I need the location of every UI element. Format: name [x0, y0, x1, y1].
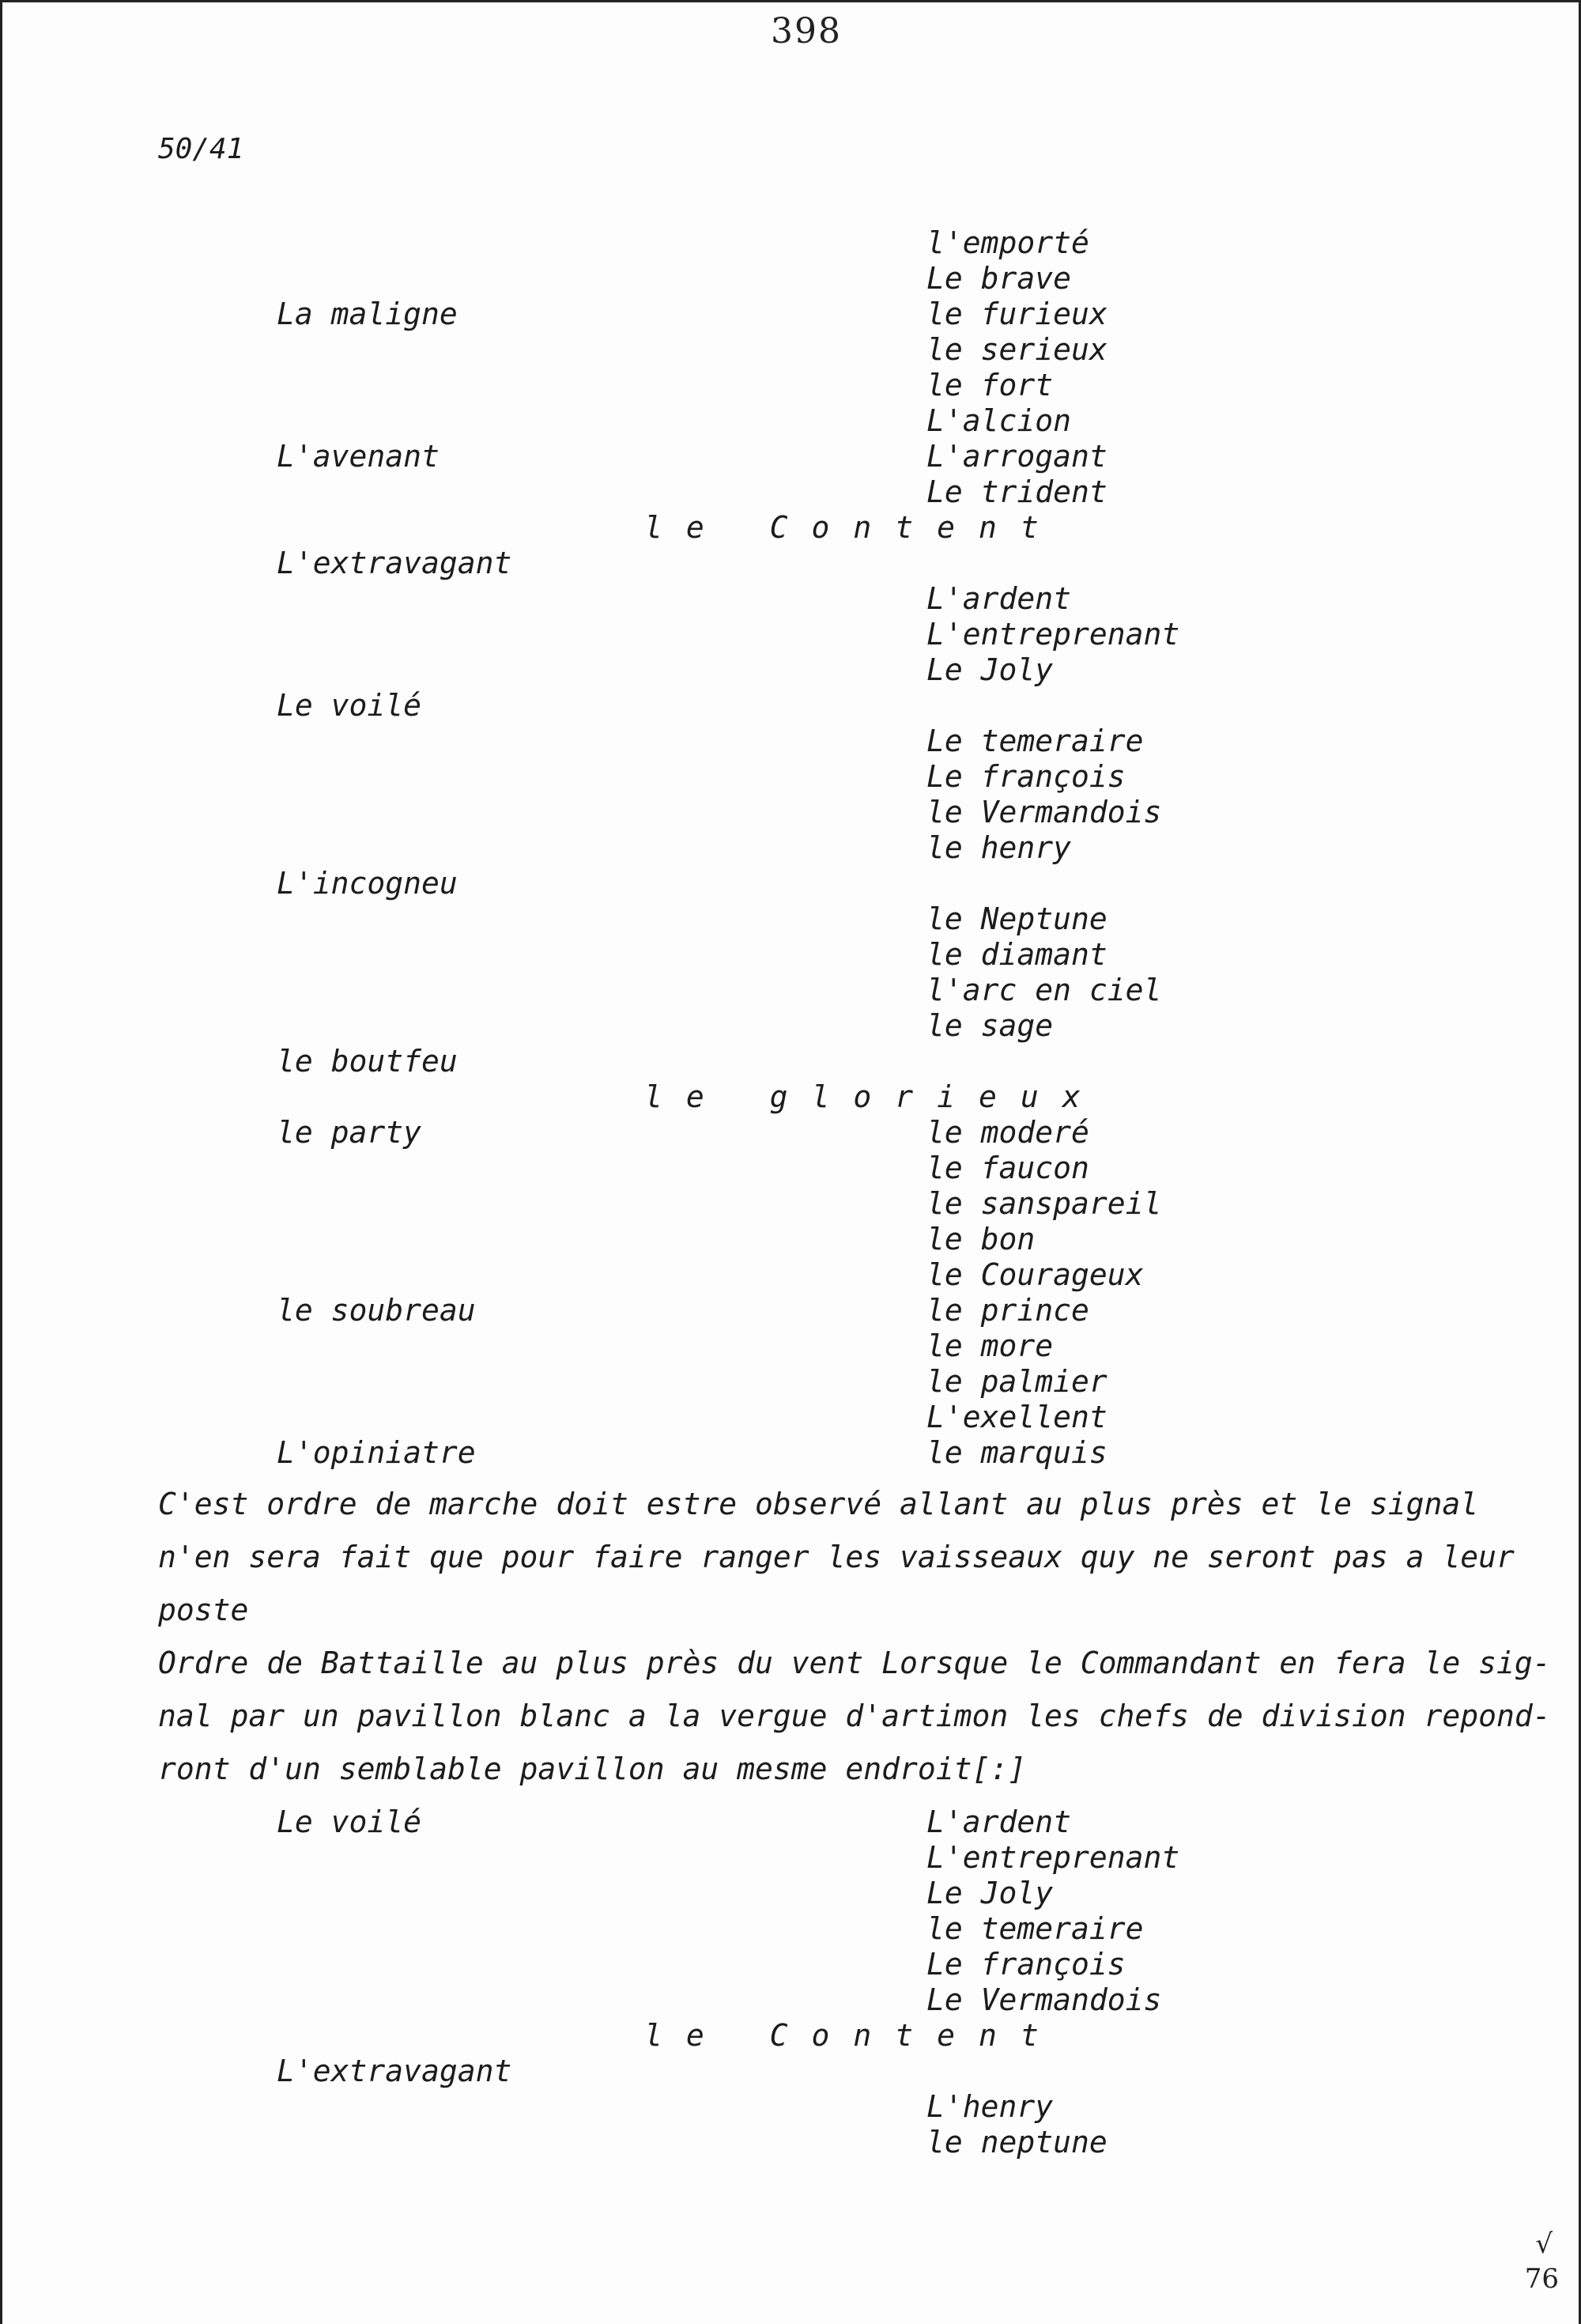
ship-name: L'extravagant: [277, 2054, 512, 2088]
flagship-name: le Content: [644, 510, 1062, 545]
flagship-name: le Content: [644, 2018, 1062, 2053]
ship-name: Le Joly: [926, 1876, 1054, 1910]
ship-name: Le temeraire: [926, 724, 1144, 758]
ship-name: le fort: [926, 368, 1054, 402]
ship-name: le serieux: [926, 332, 1107, 367]
ship-name: le temeraire: [926, 1911, 1144, 1946]
ship-name: le furieux: [926, 297, 1107, 331]
ship-name: le henry: [926, 830, 1072, 865]
ship-name: L'entreprenant: [926, 1840, 1180, 1875]
page-edge-top: [0, 0, 1581, 2]
ship-name: L'entreprenant: [926, 617, 1180, 652]
ship-name: La maligne: [277, 297, 458, 331]
paragraph-line: C'est ordre de marche doit estre observé allant au plus près et le signal: [158, 1487, 1479, 1521]
ship-name: L'opiniatre: [277, 1435, 476, 1470]
ship-name: le prince: [926, 1293, 1089, 1328]
ship-name: l'arc en ciel: [926, 973, 1162, 1007]
folio-number: 76: [1524, 2263, 1559, 2295]
ship-name: le Vermandois: [926, 795, 1162, 829]
flagship-name: le glorieux: [644, 1079, 1104, 1114]
ship-name: le more: [926, 1328, 1054, 1363]
ship-name: le sanspareil: [926, 1186, 1162, 1221]
paragraph-line: Ordre de Battaille au plus près du vent Lorsque le Commandant en fera le sig-: [158, 1646, 1551, 1680]
page-edge-left: [0, 0, 2, 2324]
ship-name: Le françois: [926, 1947, 1126, 1982]
ship-name: le soubreau: [277, 1293, 476, 1328]
paragraph-line: nal par un pavillon blanc a la vergue d'artimon les chefs de division repond-: [158, 1699, 1551, 1733]
ship-name: Le voilé: [277, 688, 422, 723]
ship-name: L'exellent: [926, 1400, 1107, 1434]
paragraph-line: n'en sera fait que pour faire ranger les vaisseaux quy ne seront pas a leur: [158, 1540, 1515, 1574]
ship-name: le diamant: [926, 937, 1107, 972]
ship-name: Le brave: [926, 261, 1072, 296]
ship-name: Le Joly: [926, 652, 1054, 687]
folio-stamp: 398: [771, 11, 842, 51]
ship-name: L'avenant: [277, 439, 440, 474]
ship-name: le faucon: [926, 1151, 1089, 1185]
ship-name: le party: [277, 1115, 422, 1150]
reference-number: 50/41: [158, 133, 244, 165]
ship-name: Le françois: [926, 759, 1126, 794]
ship-name: le bon: [926, 1222, 1036, 1256]
ship-name: Le trident: [926, 474, 1107, 509]
ship-name: le Courageux: [926, 1257, 1144, 1292]
ship-name: L'alcion: [926, 403, 1072, 438]
ship-name: L'arrogant: [926, 439, 1107, 474]
ship-name: le Neptune: [926, 901, 1107, 936]
ship-name: L'ardent: [926, 581, 1072, 616]
paragraph-line: poste: [158, 1593, 249, 1627]
ship-name: l'emporté: [926, 225, 1089, 260]
ship-name: L'henry: [926, 2089, 1054, 2124]
ship-name: L'ardent: [926, 1804, 1072, 1839]
ship-name: le marquis: [926, 1435, 1107, 1470]
ship-name: le neptune: [926, 2125, 1107, 2160]
ship-name: le moderé: [926, 1115, 1089, 1150]
ship-name: Le voilé: [277, 1804, 422, 1839]
ship-name: le boutfeu: [277, 1044, 458, 1079]
ship-name: Le Vermandois: [926, 1982, 1162, 2017]
check-mark: √: [1535, 2228, 1553, 2260]
ship-name: le palmier: [926, 1364, 1107, 1399]
ship-name: L'incogneu: [277, 866, 458, 901]
paragraph-line: ront d'un semblable pavillon au mesme endroit[:]: [158, 1752, 1027, 1786]
ship-name: le sage: [926, 1008, 1054, 1043]
ship-name: L'extravagant: [277, 546, 512, 580]
